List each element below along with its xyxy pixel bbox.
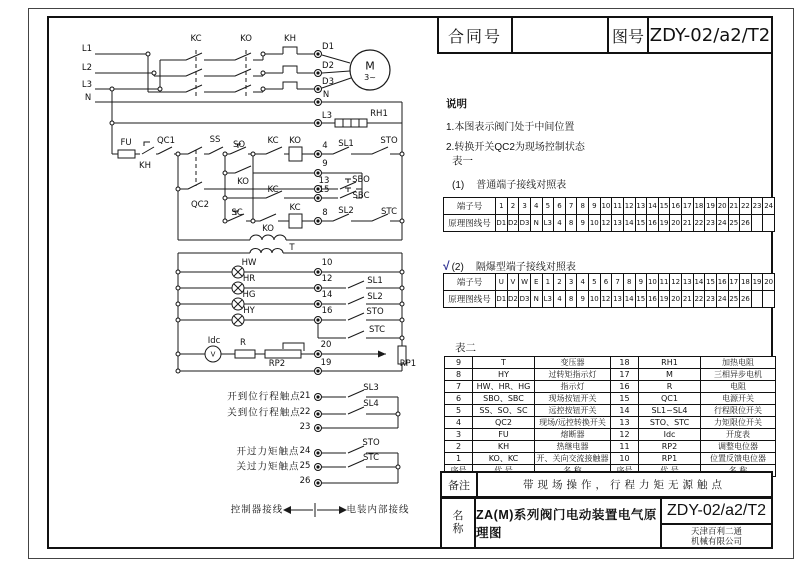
- component-cell: 8: [445, 369, 473, 381]
- schematic-label: KO: [240, 33, 252, 44]
- item1-number: (1): [452, 180, 465, 191]
- drawing-no-value: ZDY-02/a2/T2: [649, 24, 771, 46]
- schematic-label: R: [240, 337, 246, 348]
- component-cell: 行程限位开关: [701, 405, 776, 417]
- schematic-label: KO: [262, 223, 274, 234]
- schematic-label: 关过力矩触点: [236, 461, 300, 473]
- schematic-label: L3: [321, 110, 333, 121]
- terminal-cell: 6: [600, 274, 612, 291]
- schematic-label: STC: [362, 452, 380, 463]
- flameproof-terminal-table: [443, 273, 775, 308]
- component-cell: 电源开关: [701, 393, 776, 405]
- component-cell: 5: [445, 405, 473, 417]
- terminal-cell: 15: [635, 291, 647, 308]
- schematic-label: 开到位行程触点: [227, 391, 301, 403]
- terminal-cell: 3: [519, 198, 531, 215]
- terminal-cell: 3: [565, 274, 577, 291]
- terminal-cell: 10: [647, 274, 659, 291]
- terminal-cell: N: [530, 215, 542, 232]
- component-cell: 变压器: [535, 357, 611, 369]
- terminal-cell: 14: [693, 274, 705, 291]
- schematic-label: HW: [241, 257, 257, 268]
- component-cell: 指示灯: [535, 381, 611, 393]
- component-cell: 开度表: [701, 429, 776, 441]
- component-cell: 6: [445, 393, 473, 405]
- component-cell: 热继电器: [535, 441, 611, 453]
- schematic-label: 16: [321, 305, 333, 316]
- name-block: [440, 497, 773, 549]
- schematic-label: D1: [322, 41, 334, 52]
- schematic-label: 20: [320, 339, 332, 350]
- notes-heading: 说明: [446, 98, 467, 110]
- schematic-label: SL3: [363, 382, 379, 393]
- terminal-cell: 9: [635, 274, 647, 291]
- row-header-cell: 原理图线号: [444, 291, 496, 308]
- terminal-cell: 1: [496, 198, 508, 215]
- terminal-cell: 12: [670, 274, 682, 291]
- terminal-cell: 20: [670, 215, 682, 232]
- component-cell: HW、HR、HG: [473, 381, 535, 393]
- note-item: 1.本图表示阀门处于中间位置: [446, 122, 575, 133]
- schematic-label: L2: [81, 62, 93, 73]
- terminal-cell: 19: [658, 291, 670, 308]
- schematic-label: KO: [237, 176, 249, 187]
- schematic-label: N: [84, 92, 92, 103]
- name-label: 名称: [442, 499, 476, 547]
- row-header-cell: 原理图线号: [444, 215, 496, 232]
- terminal-cell: 15: [658, 198, 670, 215]
- schematic-label: T: [289, 242, 295, 253]
- component-cell: RH1: [639, 357, 701, 369]
- component-list-table: [444, 356, 776, 477]
- terminal-cell: 23: [751, 198, 763, 215]
- schematic-label: M: [365, 59, 375, 73]
- terminal-cell: 6: [554, 198, 566, 215]
- schematic-label: 控制器接线: [230, 504, 284, 516]
- schematic-label: KC: [267, 184, 279, 195]
- schematic-label: RH1: [370, 108, 388, 119]
- terminal-cell: 21: [728, 198, 740, 215]
- schematic-label: SL1: [338, 138, 354, 149]
- schematic-label: HG: [242, 289, 256, 300]
- terminal-cell: 8: [565, 215, 577, 232]
- schematic-label: KH: [139, 160, 151, 171]
- terminal-cell: 10: [600, 198, 612, 215]
- terminal-cell: 1: [542, 274, 554, 291]
- schematic-label: QC1: [156, 135, 176, 146]
- component-cell: T: [473, 357, 535, 369]
- schematic-label: SC: [231, 207, 243, 218]
- terminal-cell: 12: [623, 198, 635, 215]
- schematic-label: HR: [242, 273, 256, 284]
- terminal-cell: 9: [589, 198, 601, 215]
- schematic-label: 3~: [364, 73, 376, 82]
- terminal-cell: D1: [496, 215, 508, 232]
- schematic-label: SS: [209, 134, 221, 145]
- ordinary-terminal-table: [443, 197, 775, 232]
- component-cell: 18: [611, 357, 639, 369]
- terminal-cell: 7: [565, 198, 577, 215]
- schematic-label: KC: [267, 135, 279, 146]
- component-cell: SL1~SL4: [639, 405, 701, 417]
- terminal-cell: N: [530, 291, 542, 308]
- terminal-cell: 9: [577, 215, 589, 232]
- schematic-label: KO: [289, 135, 301, 146]
- component-cell: 调整电位器: [701, 441, 776, 453]
- drawing-no-bottom: ZDY-02/a2/T2: [662, 499, 771, 525]
- schematic-label: KC: [289, 202, 301, 213]
- component-cell: 位置反馈电位器: [701, 453, 776, 465]
- terminal-cell: 20: [716, 198, 728, 215]
- component-cell: 9: [445, 357, 473, 369]
- component-cell: RP1: [639, 453, 701, 465]
- terminal-cell: [763, 291, 775, 308]
- terminal-cell: 16: [716, 274, 728, 291]
- terminal-cell: 16: [647, 291, 659, 308]
- component-cell: 2: [445, 441, 473, 453]
- terminal-cell: W: [519, 274, 531, 291]
- terminal-cell: 5: [589, 274, 601, 291]
- schematic-label: SBC: [352, 190, 370, 201]
- schematic-label: STC: [368, 324, 386, 335]
- terminal-cell: 13: [635, 198, 647, 215]
- terminal-cell: 11: [612, 198, 624, 215]
- component-cell: R: [639, 381, 701, 393]
- terminal-cell: L3: [542, 291, 554, 308]
- component-cell: Idc: [639, 429, 701, 441]
- component-cell: 3: [445, 429, 473, 441]
- terminal-cell: 19: [658, 215, 670, 232]
- schematic-label: 电装内部接线: [346, 504, 410, 516]
- terminal-cell: 22: [693, 215, 705, 232]
- terminal-cell: 16: [670, 198, 682, 215]
- component-cell: 三相异步电机: [701, 369, 776, 381]
- terminal-cell: [763, 215, 775, 232]
- schematic-label: 15: [318, 184, 330, 195]
- terminal-cell: 15: [635, 215, 647, 232]
- component-cell: 过转矩指示灯: [535, 369, 611, 381]
- terminal-cell: 10: [589, 291, 601, 308]
- item2-text: 隔爆型端子接线对照表: [475, 262, 576, 273]
- component-cell: 7: [445, 381, 473, 393]
- terminal-cell: 26: [740, 215, 752, 232]
- remark-text: 带现场操作，行程力矩无源触点: [523, 479, 726, 491]
- schematic-label: V: [210, 350, 216, 359]
- component-cell: RP2: [639, 441, 701, 453]
- drawing-no-label: 图号: [609, 18, 649, 52]
- terminal-cell: 15: [705, 274, 717, 291]
- terminal-cell: E: [530, 274, 542, 291]
- table1-item2-title: [443, 258, 576, 273]
- schematic-label: 22: [299, 406, 311, 417]
- schematic-label: FU: [120, 137, 132, 148]
- terminal-cell: 4: [554, 215, 566, 232]
- schematic-label: SL2: [338, 205, 354, 216]
- terminal-cell: [751, 291, 763, 308]
- row-header-cell: 端子号: [444, 274, 496, 291]
- schematic-label: KH: [284, 33, 296, 44]
- contract-value: [513, 18, 609, 52]
- schematic-label: QC2: [190, 199, 210, 210]
- terminal-cell: 17: [682, 198, 694, 215]
- schematic-label: D3: [322, 76, 334, 87]
- remark-block: [440, 471, 773, 498]
- schematic-label: SO: [232, 139, 246, 150]
- terminal-cell: 7: [612, 274, 624, 291]
- schematic-label: L3: [81, 79, 93, 90]
- schematic-label: STO: [366, 306, 384, 317]
- component-cell: SS、SO、SC: [473, 405, 535, 417]
- terminal-cell: D2: [507, 215, 519, 232]
- table1-item1-title: [452, 176, 566, 191]
- terminal-cell: 9: [577, 291, 589, 308]
- component-cell: 14: [611, 405, 639, 417]
- schematic-label: 关到位行程触点: [227, 407, 301, 419]
- component-cell: SBO、SBC: [473, 393, 535, 405]
- terminal-cell: 4: [554, 291, 566, 308]
- component-cell: 现场按钮开关: [535, 393, 611, 405]
- terminal-cell: 8: [577, 198, 589, 215]
- note-item: 2.转换开关QC2为现场控制状态: [446, 142, 585, 153]
- terminal-cell: 16: [647, 215, 659, 232]
- item2-number: (2): [451, 262, 464, 273]
- terminal-cell: D3: [519, 215, 531, 232]
- notes-block: [446, 96, 756, 158]
- schematic-label: D2: [322, 60, 334, 71]
- component-cell: KH: [473, 441, 535, 453]
- component-cell: 17: [611, 369, 639, 381]
- component-cell: QC1: [639, 393, 701, 405]
- component-cell: 现场/远控转换开关: [535, 417, 611, 429]
- schematic-label: STO: [380, 135, 398, 146]
- terminal-cell: L3: [542, 215, 554, 232]
- terminal-cell: D2: [507, 291, 519, 308]
- component-cell: 开、关向交流接触器: [536, 454, 609, 463]
- schematic-label: SBO: [352, 174, 370, 185]
- terminal-cell: 21: [682, 291, 694, 308]
- schematic-label: 10: [321, 257, 333, 268]
- component-cell: 电阻: [701, 381, 776, 393]
- terminal-cell: 26: [740, 291, 752, 308]
- component-cell: 远控按钮开关: [535, 405, 611, 417]
- drawing-title: ZA(M)系列阀门电动装置电气原理图: [476, 508, 657, 540]
- terminal-cell: 14: [623, 215, 635, 232]
- terminal-cell: 2: [507, 198, 519, 215]
- company-line: 天津百利二通: [690, 526, 742, 536]
- terminal-cell: D1: [496, 291, 508, 308]
- terminal-cell: 10: [589, 215, 601, 232]
- component-cell: 11: [611, 441, 639, 453]
- schematic-label: 26: [299, 475, 311, 486]
- table2-label: 表二: [455, 342, 476, 354]
- schematic-label: 开过力矩触点: [236, 446, 300, 458]
- terminal-cell: 20: [763, 274, 775, 291]
- schematic-label: 25: [299, 460, 311, 471]
- component-cell: FU: [473, 429, 535, 441]
- schematic-label: 9: [322, 158, 328, 169]
- schematic-label: N: [322, 89, 330, 100]
- schematic-label: Idc: [207, 335, 221, 346]
- schematic-label: SL1: [367, 275, 383, 286]
- terminal-cell: 21: [682, 215, 694, 232]
- component-cell: KO、KC: [473, 453, 535, 465]
- schematic-label: KC: [190, 33, 202, 44]
- terminal-cell: 17: [728, 274, 740, 291]
- terminal-cell: 20: [670, 291, 682, 308]
- component-cell: 16: [611, 381, 639, 393]
- terminal-cell: D3: [519, 291, 531, 308]
- terminal-cell: 22: [693, 291, 705, 308]
- contract-label: 合同号: [439, 18, 513, 52]
- terminal-cell: 8: [565, 291, 577, 308]
- component-cell: STO、STC: [639, 417, 701, 429]
- terminal-cell: U: [496, 274, 508, 291]
- schematic-label: 19: [320, 357, 332, 368]
- title-block: [437, 16, 773, 54]
- terminal-cell: 19: [705, 198, 717, 215]
- component-cell: 10: [611, 453, 639, 465]
- schematic-label: L1: [81, 43, 93, 54]
- terminal-cell: V: [507, 274, 519, 291]
- component-cell: 4: [445, 417, 473, 429]
- schematic-label: 4: [322, 140, 328, 151]
- terminal-cell: 24: [716, 215, 728, 232]
- schematic-label: 13: [318, 175, 330, 186]
- schematic-label: RP2: [268, 358, 286, 369]
- terminal-cell: 24: [716, 291, 728, 308]
- schematic-label: STO: [362, 437, 380, 448]
- component-cell: 加热电阻: [701, 357, 776, 369]
- terminal-cell: 18: [693, 198, 705, 215]
- terminal-cell: 5: [542, 198, 554, 215]
- check-mark: √: [443, 259, 450, 273]
- terminal-cell: 19: [751, 274, 763, 291]
- terminal-cell: 23: [705, 291, 717, 308]
- table1-label: 表一: [452, 155, 473, 167]
- component-cell: M: [639, 369, 701, 381]
- terminal-cell: 25: [728, 291, 740, 308]
- component-cell: 13: [611, 417, 639, 429]
- terminal-cell: 14: [647, 198, 659, 215]
- terminal-cell: 2: [554, 274, 566, 291]
- terminal-cell: 12: [600, 215, 612, 232]
- schematic-label: SL2: [367, 291, 383, 302]
- component-cell: 15: [611, 393, 639, 405]
- terminal-cell: [751, 215, 763, 232]
- name-block-right: [660, 499, 771, 547]
- schematic-label: HY: [243, 305, 255, 316]
- component-cell: QC2: [473, 417, 535, 429]
- item1-text: 普通端子接线对照表: [476, 180, 567, 191]
- schematic-label: 23: [299, 421, 311, 432]
- component-cell: 熔断器: [535, 429, 611, 441]
- component-cell: 12: [611, 429, 639, 441]
- terminal-cell: 12: [600, 291, 612, 308]
- component-cell: 1: [445, 453, 473, 465]
- schematic-label: RP1: [399, 358, 417, 369]
- terminal-cell: 8: [623, 274, 635, 291]
- component-cell: HY: [473, 369, 535, 381]
- schematic-label: 14: [321, 289, 333, 300]
- terminal-cell: 4: [577, 274, 589, 291]
- remark-label: 备注: [442, 473, 478, 496]
- terminal-cell: 18: [740, 274, 752, 291]
- terminal-cell: 13: [682, 274, 694, 291]
- terminal-cell: 4: [530, 198, 542, 215]
- schematic-label: STC: [380, 206, 398, 217]
- schematic-label: 8: [322, 207, 328, 218]
- terminal-cell: 13: [612, 291, 624, 308]
- terminal-cell: 24: [763, 198, 775, 215]
- terminal-cell: 25: [728, 215, 740, 232]
- schematic-label: SL4: [363, 398, 379, 409]
- terminal-cell: 14: [623, 291, 635, 308]
- terminal-cell: 23: [705, 215, 717, 232]
- company-name: [662, 525, 771, 547]
- component-cell: 力矩限位开关: [701, 417, 776, 429]
- terminal-cell: 13: [612, 215, 624, 232]
- schematic-label: 21: [299, 390, 311, 401]
- schematic-label: 12: [321, 273, 333, 284]
- terminal-cell: 11: [658, 274, 670, 291]
- row-header-cell: 端子号: [444, 198, 496, 215]
- company-line: 机械有限公司: [690, 536, 742, 546]
- schematic-label: 24: [299, 445, 311, 456]
- terminal-cell: 22: [740, 198, 752, 215]
